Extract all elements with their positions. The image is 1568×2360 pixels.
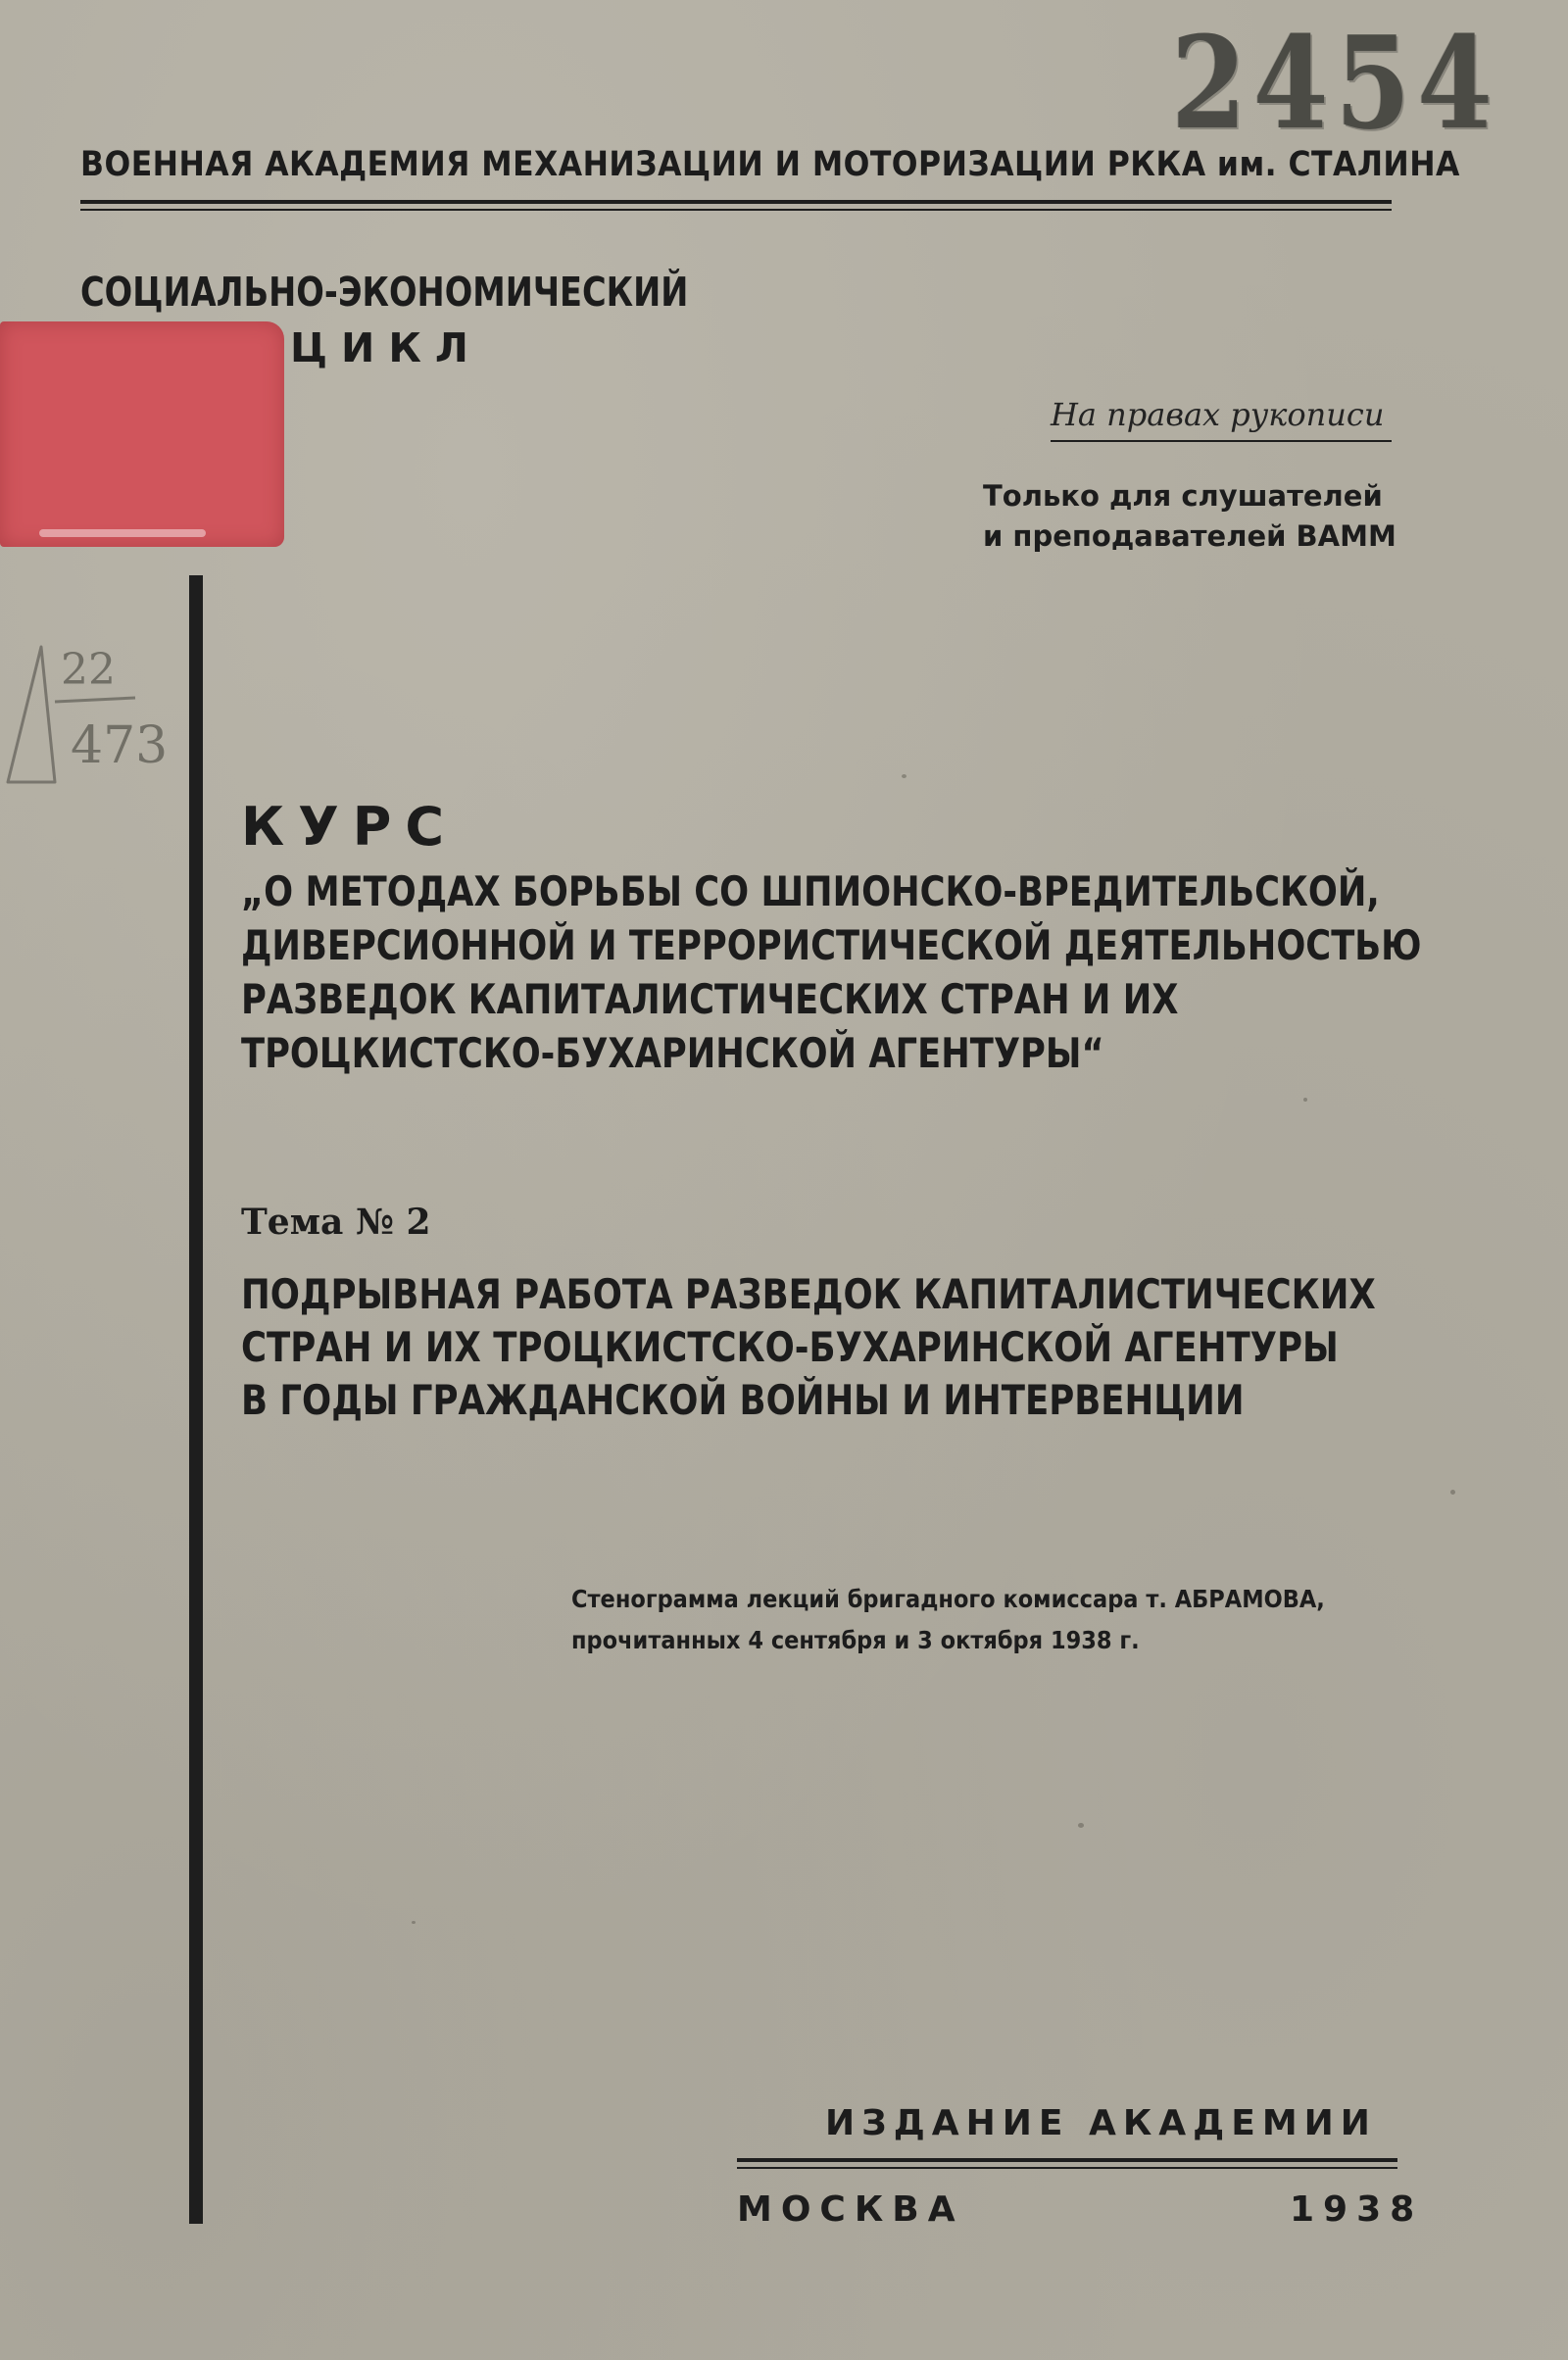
vertical-spine-bar (189, 575, 203, 2224)
course-title-line: „О МЕТОДАХ БОРЬБЫ СО ШПИОНСКО-ВРЕДИТЕЛЬСКОЙ, (241, 867, 1380, 915)
publication-city: МОСКВА (737, 2189, 964, 2230)
restricted-line: и преподавателей ВАММ (983, 519, 1396, 553)
manuscript-note: На правах рукописи (1051, 396, 1385, 433)
theme-title-line: ПОДРЫВНАЯ РАБОТА РАЗВЕДОК КАПИТАЛИСТИЧЕСКИХ (241, 1270, 1376, 1318)
header-rule-top (80, 200, 1392, 204)
theme-label: Тема № 2 (241, 1202, 431, 1243)
imprint-rule-top (737, 2158, 1397, 2162)
restricted-line: Только для слушателей (983, 479, 1383, 513)
paper-speck (412, 1921, 416, 1924)
cycle-heading: СОЦИАЛЬНО-ЭКОНОМИЧЕСКИЙ (80, 269, 689, 316)
paper-speck (1450, 1490, 1455, 1495)
academy-name: ВОЕННАЯ АКАДЕМИЯ МЕХАНИЗАЦИИ И МОТОРИЗАЦИИ РККА им. СТАЛИНА (80, 145, 1460, 184)
course-title-line: ТРОЦКИСТСКО-БУХАРИНСКОЙ АГЕНТУРЫ“ (241, 1029, 1104, 1077)
cycle-heading-word: ЦИКЛ (290, 324, 482, 371)
restricted-access-note (983, 476, 1396, 557)
library-shelf-mark (0, 627, 186, 804)
theme-title-line: В ГОДЫ ГРАЖДАНСКОЙ ВОЙНЫ И ИНТЕРВЕНЦИИ (241, 1376, 1245, 1424)
transcript-note-line: прочитанных 4 сентября и 3 октября 1938 г. (571, 1626, 1140, 1654)
paper-speck (1078, 1823, 1084, 1828)
course-label: КУРС (241, 796, 458, 858)
transcript-note-line: Стенограмма лекций бригадного комиссара т. АБРАМОВА, (571, 1585, 1325, 1613)
publisher-name: ИЗДАНИЕ АКАДЕМИИ (825, 2103, 1377, 2143)
shelf-mark-top: 22 (61, 645, 116, 695)
paper-speck (902, 774, 906, 778)
theme-title-line: СТРАН И ИХ ТРОЦКИСТСКО-БУХАРИНСКОЙ АГЕНТУРЫ (241, 1323, 1339, 1371)
course-title-line: ДИВЕРСИОННОЙ И ТЕРРОРИСТИЧЕСКОЙ ДЕЯТЕЛЬНОСТЬЮ (241, 921, 1422, 969)
paper-speck (1303, 1098, 1307, 1102)
red-paper-label (0, 321, 284, 547)
imprint-rule-bottom (737, 2167, 1397, 2169)
publication-year: 1938 (1290, 2189, 1424, 2230)
header-rule-bottom (80, 209, 1392, 211)
course-title-line: РАЗВЕДОК КАПИТАЛИСТИЧЕСКИХ СТРАН И ИХ (241, 975, 1179, 1023)
inventory-number-stamp: 2454 (1171, 8, 1499, 158)
manuscript-rule (1051, 440, 1392, 442)
shelf-mark-bottom: 473 (71, 716, 169, 775)
